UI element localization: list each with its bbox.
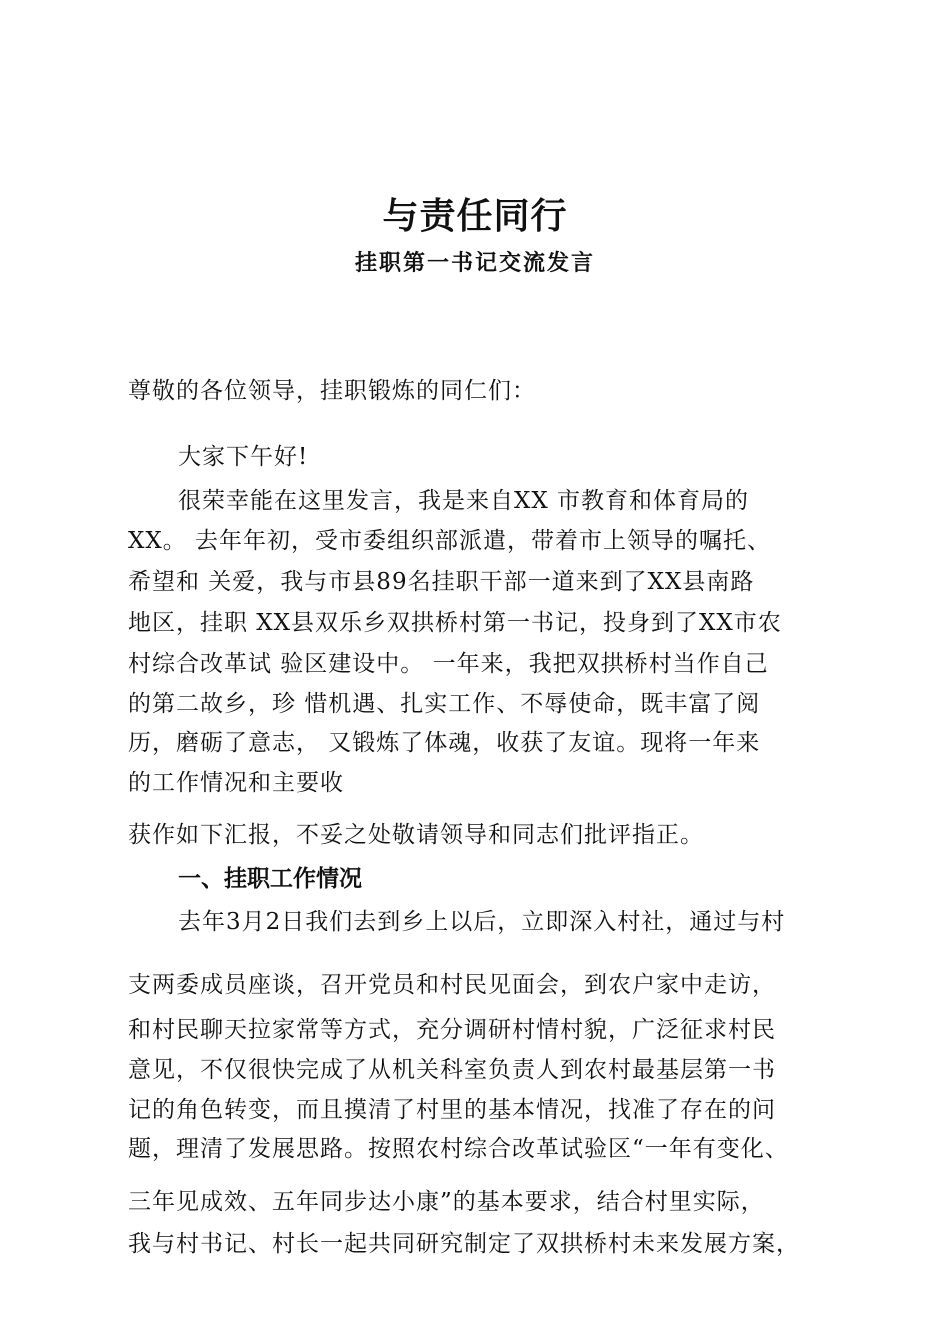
- section-line: 记的角色转变，而且摸清了村里的基本情况，找准了存在的问: [128, 1097, 776, 1123]
- paragraph-line: 很荣幸能在这里发言，我是来自XX 市教育和体育局的: [178, 488, 750, 514]
- paragraph-line: 的工作情况和主要收: [128, 770, 344, 796]
- paragraph-line: 历，磨砺了意志， 又锻炼了体魂，收获了友谊。现将一年来: [128, 730, 761, 756]
- document-title: 与责任同行: [382, 196, 568, 237]
- paragraph-line: 获作如下汇报，不妥之处敬请领导和同志们批评指正。: [128, 822, 704, 848]
- section-heading: 一、挂职工作情况: [178, 866, 362, 892]
- paragraph-line: 希望和 关爱，我与市县89名挂职干部一道来到了XX县南路: [128, 569, 755, 595]
- greeting: 大家下午好!: [178, 444, 309, 470]
- paragraph-line: 地区，挂职 XX县双乐乡双拱桥村第一书记，投身到了XX市农: [128, 610, 782, 636]
- document-subtitle: 挂职第一书记交流发言: [354, 250, 595, 276]
- paragraph-line: 村综合改革试 验区建设中。 一年来，我把双拱桥村当作自己: [128, 651, 769, 677]
- paragraph-line: XX。 去年年初，受市委组织部派遣，带着市上领导的嘱托、: [128, 528, 772, 554]
- paragraph-line: 的第二故乡，珍 惜机遇、扎实工作、不辱使命，既丰富了阅: [128, 691, 761, 717]
- section-line: 去年3月2日我们去到乡上以后，立即深入村社，通过与村: [178, 909, 786, 935]
- section-line: 和村民聊天拉家常等方式，充分调研村情村貌，广泛征求村民: [128, 1017, 776, 1043]
- section-line: 三年见成效、五年同步达小康”的基本要求，结合村里实际，: [128, 1189, 765, 1215]
- section-line: 题，理清了发展思路。按照农村综合改革试验区“一年有变化、: [128, 1136, 789, 1162]
- section-line: 意见，不仅很快完成了从机关科室负责人到农村最基层第一书: [128, 1057, 776, 1083]
- section-line: 我与村书记、村长一起共同研究制定了双拱桥村未来发展方案，: [128, 1231, 800, 1257]
- salutation: 尊敬的各位领导，挂职锻炼的同仁们：: [128, 378, 536, 404]
- section-line: 支两委成员座谈，召开党员和村民见面会，到农户家中走访，: [128, 972, 776, 998]
